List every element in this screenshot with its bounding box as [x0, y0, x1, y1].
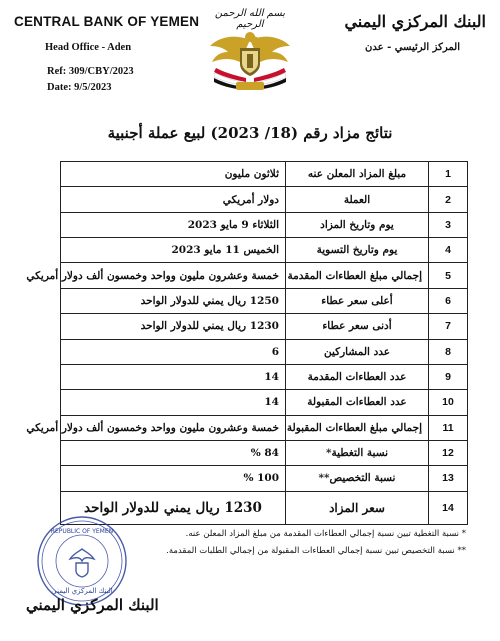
row-number: 11: [429, 415, 468, 440]
head-office-ar: المركز الرئيسي - عدن: [365, 42, 460, 53]
row-value: 1250 ريال يمني للدولار الواحد: [61, 288, 286, 313]
reference-number: Ref: 309/CBY/2023: [47, 66, 134, 77]
row-number: 2: [429, 187, 468, 212]
stamp-text-ar: البنك المركزي اليمني: [51, 587, 113, 595]
row-value: 6: [61, 339, 286, 364]
table-row: [61, 364, 468, 389]
row-label: أدنى سعر عطاء: [286, 314, 429, 339]
row-number: 7: [429, 314, 468, 339]
row-label: إجمالي مبلغ العطاءات المقدمة: [286, 263, 429, 288]
yemen-eagle-emblem-icon: [206, 24, 294, 94]
document-date: Date: 9/5/2023: [47, 82, 112, 93]
row-value: خمسة وعشرون مليون وواحد وخمسون ألف دولار أمريكي: [61, 415, 286, 440]
auction-results-table: [26, 161, 468, 525]
row-label: أعلى سعر عطاء: [286, 288, 429, 313]
row-value: 100 %: [61, 466, 286, 491]
row-label: عدد العطاءات المقدمة: [286, 364, 429, 389]
row-label: يوم وتاريخ التسوية: [286, 238, 429, 263]
bank-seal-stamp-icon: [34, 513, 130, 609]
table-row: [61, 440, 468, 465]
stamp-text-en: REPUBLIC OF YEMEN: [50, 528, 114, 535]
row-number: 8: [429, 339, 468, 364]
table-row: [61, 212, 468, 237]
row-value: الثلاثاء 9 مايو 2023: [61, 212, 286, 237]
row-number: 10: [429, 390, 468, 415]
signature-bank-name: البنك المركزي اليمني: [26, 596, 159, 614]
row-value: الخميس 11 مايو 2023: [61, 238, 286, 263]
row-number: 5: [429, 263, 468, 288]
table-row: [61, 263, 468, 288]
row-number: 4: [429, 238, 468, 263]
row-value: ثلاثون مليون: [61, 162, 286, 187]
row-label: نسبة التغطية*: [286, 440, 429, 465]
row-value: 84 %: [61, 440, 286, 465]
row-number: 9: [429, 364, 468, 389]
row-label: العملة: [286, 187, 429, 212]
bank-name-en: CENTRAL BANK OF YEMEN: [14, 14, 200, 29]
footnote-coverage: * نسبة التغطية تبين نسبة إجمالي العطاءات المقدمة من مبلغ المزاد المعلن عنه.: [185, 529, 466, 539]
basmala: بسم الله الرحمن الرحيم: [214, 8, 286, 30]
row-number: 3: [429, 212, 468, 237]
row-label: عدد العطاءات المقبولة: [286, 390, 429, 415]
table-row: [61, 339, 468, 364]
row-number: 14: [429, 491, 468, 524]
table-row: [61, 390, 468, 415]
row-value: 14: [61, 364, 286, 389]
row-label: مبلغ المزاد المعلن عنه: [286, 162, 429, 187]
row-number: 6: [429, 288, 468, 313]
footnote-allocation: ** نسبة التخصيص تبين نسبة إجمالي العطاءات المقبولة من إجمالي الطلبات المقدمة.: [166, 546, 466, 556]
row-label: عدد المشاركين: [286, 339, 429, 364]
row-number: 12: [429, 440, 468, 465]
table-row: [61, 288, 468, 313]
row-value: خمسة وعشرون مليون وواحد وخمسون ألف دولار أمريكي: [61, 263, 286, 288]
table-row: [61, 187, 468, 212]
document-title: نتائج مزاد رقم (18/ 2023) لبيع عملة أجنبية: [107, 124, 393, 142]
table-row: [61, 415, 468, 440]
row-number: 13: [429, 466, 468, 491]
row-label: إجمالي مبلغ العطاءات المقبولة: [286, 415, 429, 440]
row-value: 1230 ريال يمني للدولار الواحد: [61, 491, 286, 524]
table-row: [61, 162, 468, 187]
table-row: [61, 238, 468, 263]
table-row: [61, 466, 468, 491]
head-office-en: Head Office - Aden: [45, 42, 132, 53]
row-value: دولار أمريكي: [61, 187, 286, 212]
bank-name-ar: البنك المركزي اليمني: [344, 12, 486, 31]
row-label: سعر المزاد: [286, 491, 429, 524]
row-value: 1230 ريال يمني للدولار الواحد: [61, 314, 286, 339]
row-label: نسبة التخصيص**: [286, 466, 429, 491]
row-label: يوم وتاريخ المزاد: [286, 212, 429, 237]
row-number: 1: [429, 162, 468, 187]
table-row: [61, 314, 468, 339]
row-value: 14: [61, 390, 286, 415]
